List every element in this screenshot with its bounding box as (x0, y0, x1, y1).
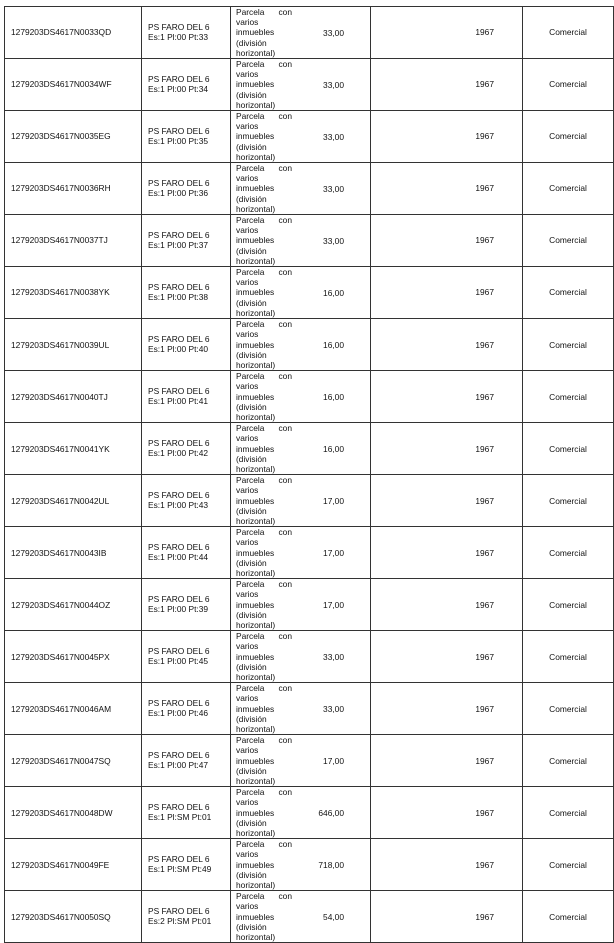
address-unit: Es:2 Pl:SM Pt:01 (148, 915, 212, 926)
address-street: PS FARO DEL 6 (148, 594, 210, 605)
property-use: Comercial (523, 371, 614, 423)
address-street: PS FARO DEL 6 (148, 750, 210, 761)
address-cell (142, 683, 231, 735)
address-street: PS FARO DEL 6 (148, 74, 210, 85)
address-cell (142, 163, 231, 215)
surface-area: 646,00 (318, 807, 344, 818)
construction-year: 1967 (371, 215, 523, 267)
parcel-description: Parcela con varios inmuebles (división horizontal) (236, 215, 292, 266)
property-use: Comercial (523, 163, 614, 215)
address-street: PS FARO DEL 6 (148, 802, 210, 813)
description-cell (231, 631, 371, 683)
surface-area: 17,00 (323, 547, 344, 558)
surface-area: 16,00 (323, 443, 344, 454)
description-cell (231, 475, 371, 527)
table-row (5, 787, 614, 839)
property-use: Comercial (523, 527, 614, 579)
construction-year: 1967 (371, 371, 523, 423)
construction-year: 1967 (371, 527, 523, 579)
address-unit: Es:1 Pl:00 Pt:44 (148, 551, 209, 562)
address-unit: Es:1 Pl:00 Pt:43 (148, 499, 209, 510)
address-unit: Es:1 Pl:00 Pt:38 (148, 291, 209, 302)
address-cell (142, 7, 231, 59)
cadastral-reference: 1279203DS4617N0037TJ (5, 215, 142, 267)
description-cell (231, 423, 371, 475)
construction-year: 1967 (371, 267, 523, 319)
construction-year: 1967 (371, 631, 523, 683)
construction-year: 1967 (371, 839, 523, 891)
parcel-description: Parcela con varios inmuebles (división horizontal) (236, 735, 292, 787)
description-cell (231, 839, 371, 891)
description-cell (231, 59, 371, 111)
surface-area: 33,00 (323, 131, 344, 142)
parcel-description: Parcela con varios inmuebles (división horizontal) (236, 163, 292, 214)
property-use: Comercial (523, 631, 614, 683)
parcel-description: Parcela con varios inmuebles (división horizontal) (236, 527, 292, 578)
surface-area: 16,00 (323, 287, 344, 298)
surface-area: 33,00 (323, 79, 344, 90)
parcel-description: Parcela con varios inmuebles (división horizontal) (236, 787, 292, 839)
address-cell (142, 787, 231, 839)
construction-year: 1967 (371, 579, 523, 631)
property-use: Comercial (523, 215, 614, 267)
address-cell (142, 839, 231, 891)
address-cell (142, 735, 231, 787)
table-row (5, 163, 614, 215)
property-use: Comercial (523, 59, 614, 111)
description-cell (231, 7, 371, 59)
address-unit: Es:1 Pl:SM Pt:49 (148, 863, 212, 874)
address-street: PS FARO DEL 6 (148, 854, 210, 865)
table-row (5, 579, 614, 631)
address-street: PS FARO DEL 6 (148, 178, 210, 189)
surface-area: 16,00 (323, 391, 344, 402)
construction-year: 1967 (371, 735, 523, 787)
cadastral-reference: 1279203DS4617N0044OZ (5, 579, 142, 631)
table-row (5, 423, 614, 475)
description-cell (231, 267, 371, 319)
table-row (5, 59, 614, 111)
cadastral-reference: 1279203DS4617N0041YK (5, 423, 142, 475)
surface-area: 33,00 (323, 703, 344, 714)
construction-year: 1967 (371, 423, 523, 475)
construction-year: 1967 (371, 475, 523, 527)
property-use: Comercial (523, 891, 614, 943)
cadastral-reference: 1279203DS4617N0048DW (5, 787, 142, 839)
description-cell (231, 163, 371, 215)
description-cell (231, 371, 371, 423)
construction-year: 1967 (371, 319, 523, 371)
address-cell (142, 475, 231, 527)
table-row (5, 267, 614, 319)
parcel-description: Parcela con varios inmuebles (división horizontal) (236, 631, 292, 682)
surface-area: 33,00 (323, 27, 344, 38)
property-use: Comercial (523, 839, 614, 891)
description-cell (231, 527, 371, 579)
surface-area: 17,00 (323, 755, 344, 766)
address-cell (142, 59, 231, 111)
description-cell (231, 683, 371, 735)
address-unit: Es:1 Pl:00 Pt:39 (148, 603, 209, 614)
parcel-description: Parcela con varios inmuebles (división horizontal) (236, 267, 292, 318)
construction-year: 1967 (371, 683, 523, 735)
parcel-description: Parcela con varios inmuebles (división horizontal) (236, 475, 292, 526)
table-row (5, 631, 614, 683)
address-unit: Es:1 Pl:00 Pt:37 (148, 239, 209, 250)
cadastral-reference: 1279203DS4617N0042UL (5, 475, 142, 527)
description-cell (231, 891, 371, 943)
table-row (5, 319, 614, 371)
table-row (5, 735, 614, 787)
address-unit: Es:1 Pl:00 Pt:36 (148, 187, 209, 198)
parcel-description: Parcela con varios inmuebles (división horizontal) (236, 423, 292, 474)
surface-area: 33,00 (323, 235, 344, 246)
cadastral-reference: 1279203DS4617N0038YK (5, 267, 142, 319)
surface-area: 17,00 (323, 599, 344, 610)
surface-area: 718,00 (318, 859, 344, 870)
cadastral-reference: 1279203DS4617N0046AM (5, 683, 142, 735)
address-street: PS FARO DEL 6 (148, 22, 210, 33)
cadastral-reference: 1279203DS4617N0033QD (5, 7, 142, 59)
cadastral-reference: 1279203DS4617N0049FE (5, 839, 142, 891)
address-cell (142, 371, 231, 423)
address-unit: Es:1 Pl:00 Pt:34 (148, 83, 209, 94)
description-cell (231, 111, 371, 163)
description-cell (231, 579, 371, 631)
parcel-description: Parcela con varios inmuebles (división horizontal) (236, 59, 292, 110)
property-use: Comercial (523, 579, 614, 631)
parcel-description: Parcela con varios inmuebles (división horizontal) (236, 371, 292, 422)
table-row (5, 683, 614, 735)
construction-year: 1967 (371, 787, 523, 839)
address-street: PS FARO DEL 6 (148, 542, 210, 553)
table-row (5, 527, 614, 579)
cadastral-reference: 1279203DS4617N0035EG (5, 111, 142, 163)
cadastral-reference: 1279203DS4617N0039UL (5, 319, 142, 371)
property-use: Comercial (523, 111, 614, 163)
property-use: Comercial (523, 475, 614, 527)
table-row (5, 215, 614, 267)
property-use: Comercial (523, 683, 614, 735)
table-row (5, 371, 614, 423)
address-cell (142, 111, 231, 163)
address-cell (142, 527, 231, 579)
address-cell (142, 579, 231, 631)
address-cell (142, 267, 231, 319)
surface-area: 16,00 (323, 339, 344, 350)
address-street: PS FARO DEL 6 (148, 334, 210, 345)
table-row (5, 891, 614, 943)
address-street: PS FARO DEL 6 (148, 282, 210, 293)
construction-year: 1967 (371, 59, 523, 111)
address-unit: Es:1 Pl:00 Pt:46 (148, 707, 209, 718)
cadastral-reference: 1279203DS4617N0036RH (5, 163, 142, 215)
table-row (5, 475, 614, 527)
address-unit: Es:1 Pl:00 Pt:41 (148, 395, 209, 406)
property-use: Comercial (523, 7, 614, 59)
table-row (5, 839, 614, 891)
description-cell (231, 215, 371, 267)
description-cell (231, 319, 371, 371)
surface-area: 17,00 (323, 495, 344, 506)
property-table-body (5, 7, 614, 943)
construction-year: 1967 (371, 891, 523, 943)
address-street: PS FARO DEL 6 (148, 490, 210, 501)
description-cell (231, 735, 371, 787)
property-use: Comercial (523, 267, 614, 319)
parcel-description: Parcela con varios inmuebles (división horizontal) (236, 319, 292, 370)
surface-area: 33,00 (323, 183, 344, 194)
parcel-description: Parcela con varios inmuebles (división horizontal) (236, 683, 292, 735)
address-unit: Es:1 Pl:00 Pt:47 (148, 759, 209, 770)
surface-area: 33,00 (323, 651, 344, 662)
address-cell (142, 319, 231, 371)
construction-year: 1967 (371, 7, 523, 59)
cadastral-reference: 1279203DS4617N0040TJ (5, 371, 142, 423)
property-use: Comercial (523, 319, 614, 371)
address-cell (142, 423, 231, 475)
address-street: PS FARO DEL 6 (148, 386, 210, 397)
property-table (4, 6, 614, 943)
construction-year: 1967 (371, 163, 523, 215)
address-cell (142, 215, 231, 267)
parcel-description: Parcela con varios inmuebles (división horizontal) (236, 111, 292, 162)
address-unit: Es:1 Pl:00 Pt:35 (148, 135, 209, 146)
address-cell (142, 891, 231, 943)
description-cell (231, 787, 371, 839)
address-street: PS FARO DEL 6 (148, 438, 210, 449)
cadastral-reference: 1279203DS4617N0047SQ (5, 735, 142, 787)
property-table-page (4, 6, 587, 943)
parcel-description: Parcela con varios inmuebles (división horizontal) (236, 7, 292, 58)
address-unit: Es:1 Pl:00 Pt:45 (148, 655, 209, 666)
address-unit: Es:1 Pl:00 Pt:42 (148, 447, 209, 458)
cadastral-reference: 1279203DS4617N0034WF (5, 59, 142, 111)
cadastral-reference: 1279203DS4617N0050SQ (5, 891, 142, 943)
parcel-description: Parcela con varios inmuebles (división horizontal) (236, 839, 292, 891)
address-street: PS FARO DEL 6 (148, 126, 210, 137)
address-unit: Es:1 Pl:SM Pt:01 (148, 811, 212, 822)
construction-year: 1967 (371, 111, 523, 163)
parcel-description: Parcela con varios inmuebles (división horizontal) (236, 579, 292, 630)
address-street: PS FARO DEL 6 (148, 646, 210, 657)
cadastral-reference: 1279203DS4617N0045PX (5, 631, 142, 683)
property-use: Comercial (523, 423, 614, 475)
property-use: Comercial (523, 735, 614, 787)
address-unit: Es:1 Pl:00 Pt:40 (148, 343, 209, 354)
address-cell (142, 631, 231, 683)
cadastral-reference: 1279203DS4617N0043IB (5, 527, 142, 579)
address-unit: Es:1 Pl:00 Pt:33 (148, 31, 209, 42)
property-use: Comercial (523, 787, 614, 839)
table-row (5, 7, 614, 59)
parcel-description: Parcela con varios inmuebles (división horizontal) (236, 891, 292, 943)
table-row (5, 111, 614, 163)
address-street: PS FARO DEL 6 (148, 698, 210, 709)
address-street: PS FARO DEL 6 (148, 230, 210, 241)
surface-area: 54,00 (323, 911, 344, 922)
address-street: PS FARO DEL 6 (148, 906, 210, 917)
